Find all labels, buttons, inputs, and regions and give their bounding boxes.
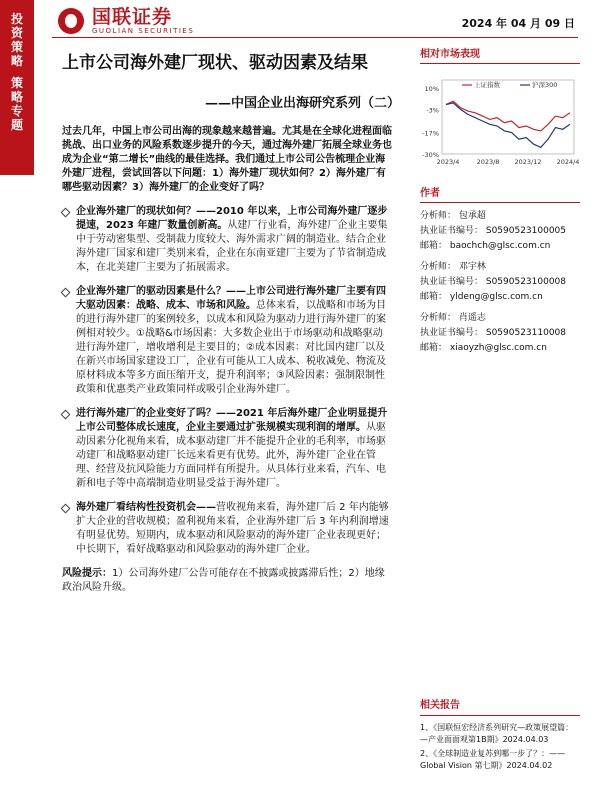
intro-paragraph: 过去几年，中国上市公司出海的现象越来越普遍。尤其是在全球化进程面临挑战、出口业务的风险系数逐步提升的今天，通过海外建厂拓展全球业务也成为企业“第二增长”曲线的最佳选择。我们通过上市公司公告梳理企业海外建厂进程，尝试回答以下问题：1）海外建厂现状如何？2）海外建厂有哪些驱动因素？3）海外建厂的企业变好了吗？: [62, 126, 392, 193]
legend-label: 上证指数: [474, 81, 500, 89]
analyst-cert: 执业证书编号： S0590523100008: [420, 277, 567, 287]
y-tick-label: -3%: [426, 106, 439, 115]
section-lead: 海外建厂看结构性投资机会——: [76, 502, 216, 513]
section-lead: 企业海外建厂的驱动因素是什么？——上市公司进行海外建厂主要有四大驱动因素：战略、成本、市场和风险。: [76, 286, 386, 311]
sidebar-category: [7, 12, 27, 132]
related-report-item[interactable]: 2、《全球制造业复苏到哪一步了？：——Global Vision 第七期》2024.04.02: [420, 749, 566, 770]
sidebar-part1: 投资策略: [10, 12, 23, 68]
report-subtitle: ——中国企业出海研究系列（二）: [204, 96, 400, 111]
analyst-cert: 执业证书编号： S0590523110008: [420, 328, 567, 338]
risk-label: 风险提示：: [62, 568, 112, 579]
related-report-item[interactable]: 1、《国联恒宏经济系列研究—政策展望篇：—产业面面观第1B期》2024.04.03: [420, 723, 574, 744]
author-section-title: 作者: [420, 188, 440, 199]
section-body: 从驱动因素分化视角来看，成本驱动建厂并不能提升企业的毛利率，市场驱动建厂和战略驱动建厂长远来看更有优势。此外，海外建厂企业在管理、经营及抗风险能力方面同样有所提升。从具体行业来看，汽车、电新和电子等中高端制造业明显受益于海外建厂。: [76, 422, 386, 489]
analyst-email[interactable]: 邮箱： baochch@glsc.com.cn: [420, 241, 551, 251]
sidebar-part2: 策略专题: [10, 76, 23, 132]
market-section-title: 相对市场表现: [420, 49, 480, 60]
section-drivers: [62, 285, 392, 397]
x-tick-label: 2023/8: [476, 158, 500, 166]
analyst-name: 分析师： 包承超: [420, 211, 486, 221]
section-opportunity: [62, 501, 392, 557]
series-line: [446, 101, 570, 131]
section-body: 营收视角来看，海外建厂后 2 年内能够扩大企业的营收规模；盈利视角来看，企业海外建厂后 3 年内利润增速有明显优势。短期内，成本驱动和风险驱动的海外建厂企业表现更好；中长期下，看好战略驱动和风险驱动的海外建厂企业。: [76, 502, 389, 555]
analyst-name: 分析师： 邓宇林: [420, 262, 486, 272]
main-content: [62, 125, 392, 595]
risk-warning: [62, 567, 392, 595]
section-lead: 进行海外建厂的企业变好了吗？——2021 年后海外建厂企业明显提升上市公司整体成长速度，企业主要通过扩张规模实现利润的增厚。: [76, 408, 388, 433]
relative-performance-chart: [420, 70, 580, 170]
diamond-bullet-icon: [61, 410, 71, 420]
x-tick-label: 2023/4: [436, 158, 460, 166]
related-section-title: 相关报告: [420, 700, 460, 711]
author-list: [420, 209, 580, 356]
diamond-bullet-icon: [61, 288, 71, 298]
company-logo: [58, 3, 194, 39]
logo-en-text: GUOLIAN SECURITIES: [92, 26, 195, 35]
x-tick-label: 2024/4: [556, 158, 580, 166]
right-column: [420, 45, 580, 356]
chart-svg: [420, 70, 580, 170]
analyst-email[interactable]: 邮箱： yldeng@glsc.com.cn: [420, 292, 543, 302]
analyst-cert: 执业证书编号： S0590523100005: [420, 226, 567, 236]
y-tick-label: -17%: [422, 129, 439, 138]
logo-cn-text: 国联证券: [92, 5, 173, 28]
logo-mark-icon: [58, 8, 84, 34]
report-date: 2024 年 04 月 09 日: [461, 17, 575, 30]
analyst-name: 分析师： 肖遥志: [420, 313, 486, 323]
section-status: [62, 205, 392, 275]
section-body: 总体来看，以战略和市场为目的进行海外建厂的案例较多，以成本和风险为驱动力进行海外建厂的案例相对较少。①战略&市场因素：大多数企业出于市场驱动和战略驱动进行海外建厂，增收增利是主要目的；②成本因素：对比国内建厂以及在新兴市场国家建设工厂，企业有可能从工人成本、税收减免、物流及原材料成本等多方面压缩开支，提升利润率；③风险因素：强制限制性政策和优惠类产业政策同样或吸引企业海外建厂。: [76, 300, 386, 395]
analyst-email[interactable]: 邮箱： xiaoyzh@glsc.com.cn: [420, 343, 547, 353]
diamond-bullet-icon: [61, 504, 71, 514]
diamond-bullet-icon: [61, 208, 71, 218]
risk-text: 1）公司海外建厂公告可能存在不披露或披露滞后性；2）地缘政治风险升级。: [62, 568, 385, 593]
section-lead: 企业海外建厂的现状如何？——2010 年以来，上市公司海外建厂逐步提速，2023 年建厂数量创新高。: [76, 206, 388, 231]
related-section-rule: [420, 715, 580, 716]
header-divider: [52, 37, 578, 38]
section-results: [62, 407, 392, 491]
report-title: 上市公司海外建厂现状、驱动因素及结果: [62, 53, 368, 73]
y-tick-label: 10%: [424, 85, 439, 93]
related-reports: [420, 700, 580, 774]
sidebar-band: [0, 0, 34, 175]
y-tick-label: -30%: [422, 151, 439, 159]
legend-label: 沪深300: [532, 81, 558, 89]
market-section-rule: [420, 63, 580, 64]
author-section-rule: [420, 202, 580, 203]
section-body: 从建厂行业看，海外建厂企业主要集中于劳动密集型、受制裁力度较大、海外需求广阔的制造业。结合企业海外建厂国家和建厂类别来看，企业在东南亚建厂主要为了节省制造成本，在北美建厂主要为了拓展需求。: [76, 220, 388, 273]
x-tick-label: 2023/12: [514, 158, 542, 166]
